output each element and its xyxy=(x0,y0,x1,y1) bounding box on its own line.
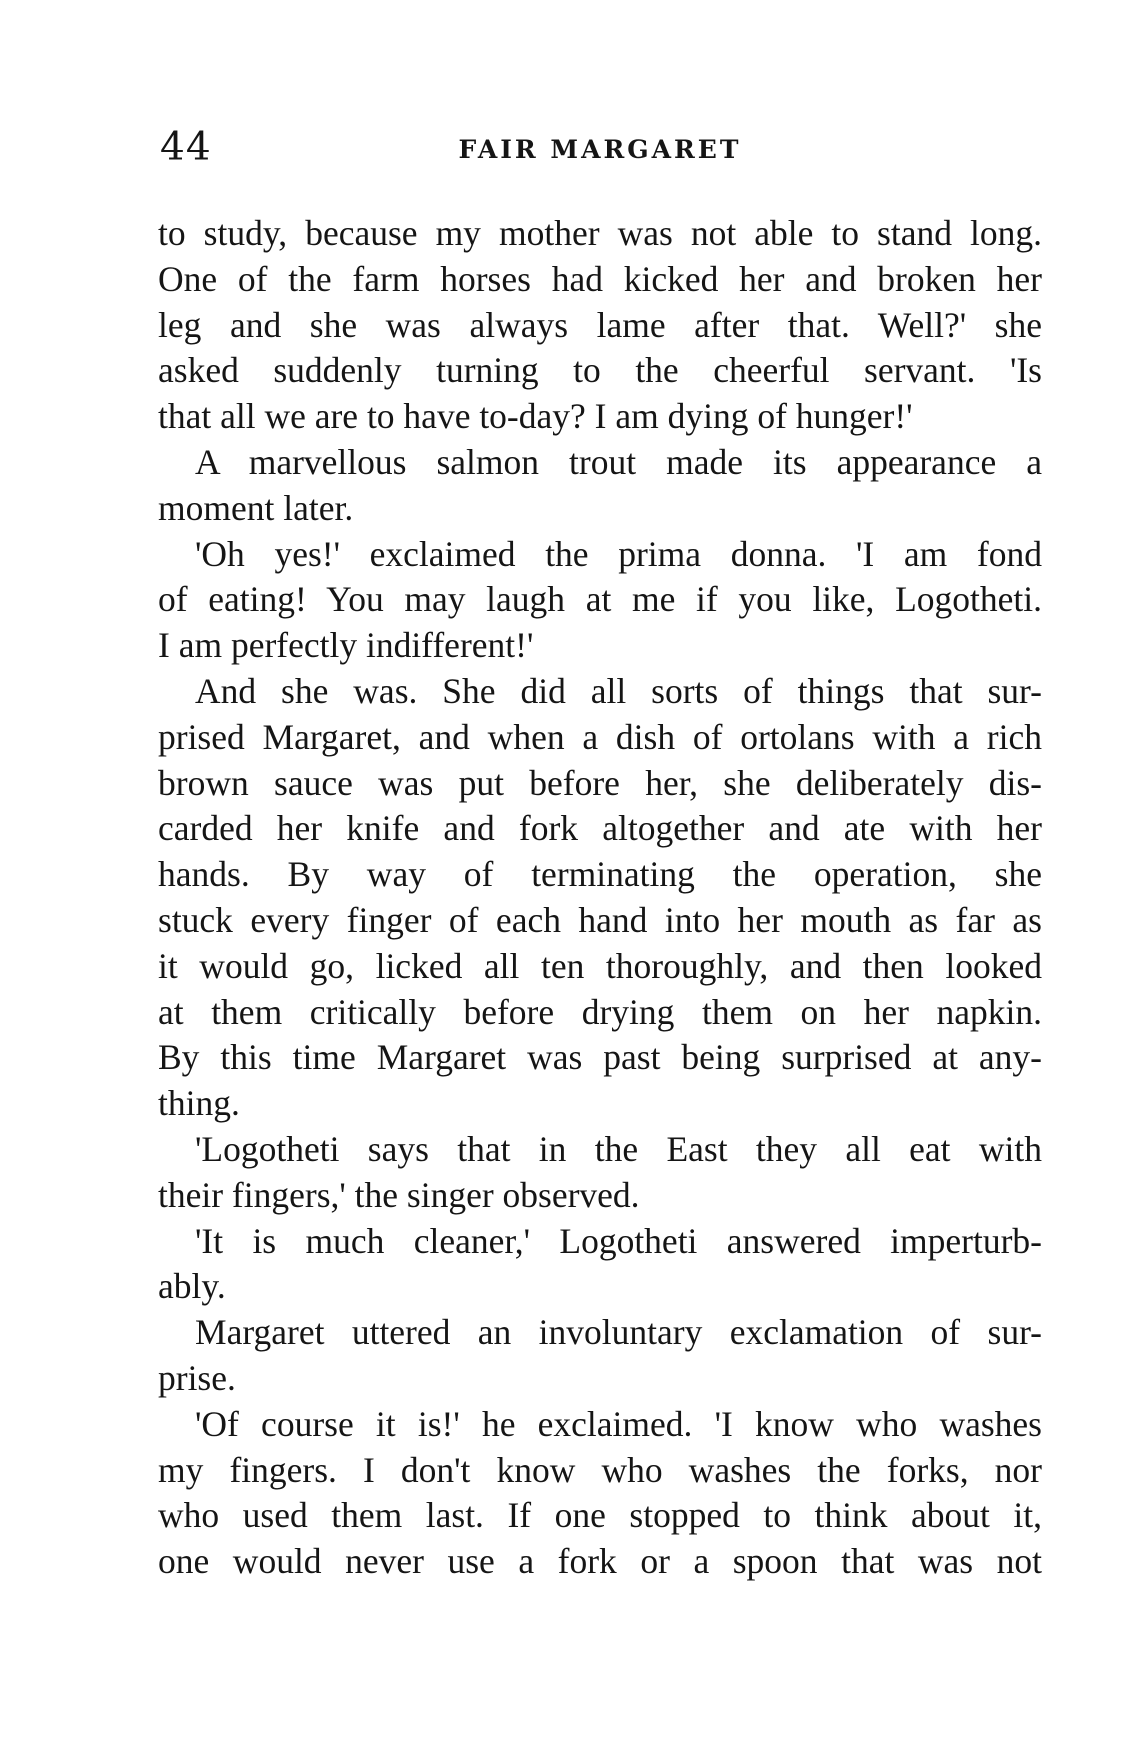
text-line: prised Margaret, and when a dish of ortolans with a rich xyxy=(158,716,1042,757)
text-line: carded her knife and fork altogether and ate with her xyxy=(158,808,1042,849)
text-line: stuck every finger of each hand into her mouth as far as xyxy=(158,899,1042,940)
text-line: at them critically before drying them on her napkin. xyxy=(158,991,1042,1032)
text-line: who used them last. If one stopped to think about it, xyxy=(158,1495,1042,1536)
text-line: By this time Margaret was past being surprised at any- xyxy=(158,1037,1042,1078)
text-line: ably. xyxy=(158,1266,226,1307)
text-line: One of the farm horses had kicked her and broken her xyxy=(158,258,1042,299)
text-line: And she was. She did all sorts of things that sur- xyxy=(195,670,1042,711)
paragraph xyxy=(158,669,1042,1127)
text-line: to study, because my mother was not able to stand long. xyxy=(158,213,1042,253)
paragraph xyxy=(158,1219,1042,1311)
text-line: 'It is much cleaner,' Logotheti answered imperturb- xyxy=(195,1220,1042,1261)
text-line: their fingers,' the singer observed. xyxy=(158,1174,640,1215)
paragraph xyxy=(158,440,1042,532)
text-line: thing. xyxy=(158,1083,240,1124)
running-head xyxy=(160,126,1040,170)
text-line: prise. xyxy=(158,1357,236,1398)
text-line: I am perfectly indifferent!' xyxy=(158,625,534,666)
text-line: one would never use a fork or a spoon that was not xyxy=(158,1541,1042,1582)
paragraph xyxy=(158,1127,1042,1219)
text-line: 'Oh yes!' exclaimed the prima donna. 'I am fond xyxy=(195,533,1042,574)
text-line: 'Of course it is!' he exclaimed. 'I know who washes xyxy=(195,1403,1042,1444)
text-line: hands. By way of terminating the operation, she xyxy=(158,854,1042,895)
paragraph-continuation xyxy=(158,211,1042,440)
text-line: it would go, licked all ten thoroughly, and then looked xyxy=(158,945,1042,986)
paragraph xyxy=(158,532,1042,669)
text-line: that all we are to have to-day? I am dying of hunger!' xyxy=(158,396,913,437)
text-line: leg and she was always lame after that. Well?' she xyxy=(158,304,1042,345)
paragraph xyxy=(158,1310,1042,1402)
text-line: A marvellous salmon trout made its appearance a xyxy=(195,441,1042,482)
text-line: asked suddenly turning to the cheerful servant. 'Is xyxy=(158,350,1042,391)
body-text xyxy=(158,211,1042,1585)
text-line: brown sauce was put before her, she deliberately dis- xyxy=(158,762,1042,803)
text-line: Margaret uttered an involuntary exclamation of sur- xyxy=(195,1312,1042,1353)
text-line: of eating! You may laugh at me if you like, Logotheti. xyxy=(158,579,1042,620)
text-line: 'Logotheti says that in the East they all eat with xyxy=(195,1128,1042,1169)
text-line: my fingers. I don't know who washes the forks, nor xyxy=(158,1449,1042,1490)
page-number: 44 xyxy=(160,125,212,170)
paragraph xyxy=(158,1402,1042,1585)
running-title: FAIR MARGARET xyxy=(458,135,742,164)
text-line: moment later. xyxy=(158,487,354,528)
